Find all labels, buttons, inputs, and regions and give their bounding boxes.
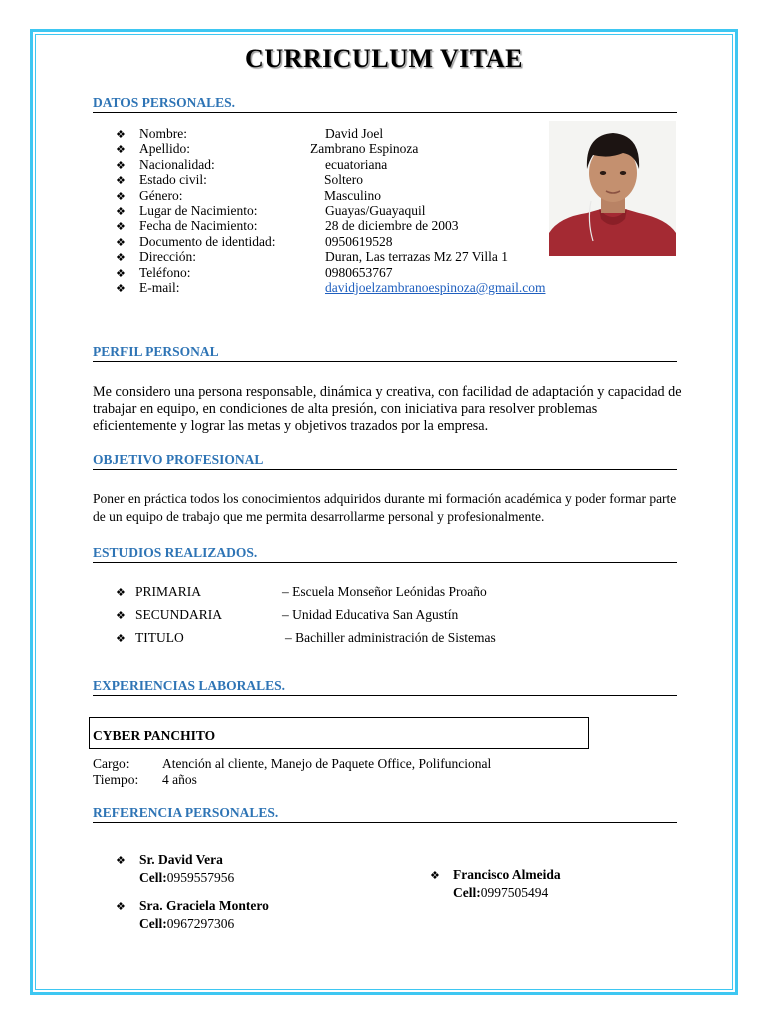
estudio-row: [116, 607, 459, 623]
personal-label: Teléfono:: [139, 264, 191, 280]
bullet-icon: ❖: [116, 267, 126, 280]
objetivo-paragraph: Poner en práctica todos los conocimientos adquiridos durante mi formación académica y poder formar parte de un equipo de trabajo que me permita desarrollarme personal y profesionalmente.: [93, 491, 677, 524]
personal-label: Lugar de Nacimiento:: [139, 203, 258, 218]
reference-cell: 0997505494: [480, 884, 549, 900]
bullet-icon: ❖: [116, 236, 126, 249]
bullet-icon: ❖: [116, 129, 126, 141]
personal-label: E-mail:: [139, 280, 180, 295]
reference-cell-label: Cell:: [139, 869, 167, 885]
personal-label: Nombre:: [139, 126, 187, 141]
reference-cell-label: Cell:: [139, 915, 167, 931]
personal-value: Masculino: [324, 187, 381, 203]
personal-value: 0980653767: [325, 264, 393, 280]
job-company: CYBER PANCHITO: [93, 728, 216, 743]
bullet-icon: ❖: [430, 870, 440, 882]
bullet-icon: ❖: [116, 175, 126, 188]
section-heading-estudios: ESTUDIOS REALIZADOS.: [93, 545, 677, 563]
personal-value: 28 de diciembre de 2003: [325, 218, 459, 234]
personal-value: Guayas/Guayaquil: [325, 203, 426, 218]
section-heading-perfil: PERFIL PERSONAL: [93, 344, 677, 362]
personal-label: Nacionalidad:: [139, 156, 215, 172]
job-cargo-row: [93, 756, 492, 772]
personal-value: Duran, Las terrazas Mz 27 Villa 1: [325, 249, 509, 265]
profile-photo-illustration: [549, 121, 676, 256]
personal-value: 0950619528: [325, 233, 393, 249]
personal-label: Dirección:: [139, 249, 196, 265]
job-cargo-label: Cargo:: [93, 756, 130, 771]
reference-name: Sr. David Vera: [139, 852, 223, 867]
section-heading-referencias: REFERENCIA PERSONALES.: [93, 805, 677, 823]
reference-item: [430, 867, 561, 900]
section-heading-objetivo: OBJETIVO PROFESIONAL: [93, 452, 677, 470]
reference-name: Francisco Almeida: [453, 867, 561, 882]
personal-label: Documento de identidad:: [139, 233, 276, 249]
reference-item: [116, 852, 234, 885]
section-heading-experiencias: EXPERIENCIAS LABORALES.: [93, 678, 677, 696]
estudio-level: TITULO: [135, 630, 184, 645]
reference-cell: 0967297306: [166, 915, 235, 931]
job-tiempo-row: [93, 772, 197, 788]
job-cargo-value: Atención al cliente, Manejo de Paquete Office, Polifuncional: [162, 756, 492, 771]
bullet-icon: ❖: [116, 144, 126, 157]
personal-value: Zambrano Espinoza: [310, 141, 419, 157]
bullet-icon: ❖: [116, 206, 126, 218]
section-heading-datos: DATOS PERSONALES.: [93, 95, 677, 113]
reference-item: [116, 898, 269, 931]
perfil-paragraph: Me considero una persona responsable, dinámica y creativa, con facilidad de adaptación y capacidad de trabajar en equipo, en condiciones de alta presión, con iniciativa para resolver problemas eficientemente y lograr las metas y objetivos trazados por la empresa.: [93, 384, 682, 434]
personal-label: Género:: [139, 187, 183, 203]
job-tiempo-value: 4 años: [162, 772, 197, 787]
personal-label: Estado civil:: [139, 172, 207, 188]
personal-value: ecuatoriana: [325, 156, 388, 172]
estudio-level: PRIMARIA: [135, 584, 202, 599]
bullet-icon: ❖: [116, 252, 126, 265]
bullet-icon: ❖: [116, 283, 126, 295]
personal-row-email: [116, 280, 546, 297]
bullet-icon: ❖: [116, 855, 126, 867]
reference-cell-label: Cell:: [453, 884, 481, 900]
estudio-detail: – Bachiller administración de Sistemas: [285, 630, 496, 645]
personal-label: Apellido:: [139, 141, 190, 157]
bullet-icon: ❖: [116, 610, 126, 622]
estudio-detail: – Escuela Monseñor Leónidas Proaño: [282, 584, 487, 599]
bullet-icon: ❖: [116, 190, 126, 203]
email-link[interactable]: davidjoelzambranoespinoza@gmail.com: [325, 280, 546, 295]
reference-name: Sra. Graciela Montero: [139, 898, 269, 913]
bullet-icon: ❖: [116, 633, 126, 645]
personal-label: Fecha de Nacimiento:: [139, 218, 258, 234]
bullet-icon: ❖: [116, 221, 126, 234]
reference-cell: 0959557956: [166, 869, 235, 885]
profile-photo: [549, 121, 676, 256]
bullet-icon: ❖: [116, 159, 126, 172]
estudio-level: SECUNDARIA: [135, 607, 223, 622]
estudio-row: [116, 630, 496, 646]
personal-value: Soltero: [324, 172, 363, 188]
job-tiempo-label: Tiempo:: [93, 772, 139, 787]
bullet-icon: ❖: [116, 901, 126, 913]
bullet-icon: ❖: [116, 587, 126, 599]
estudio-detail: – Unidad Educativa San Agustín: [282, 607, 459, 622]
estudio-row: [116, 584, 487, 600]
document-title: CURRICULUM VITAE: [245, 44, 523, 73]
personal-value: David Joel: [325, 126, 384, 141]
